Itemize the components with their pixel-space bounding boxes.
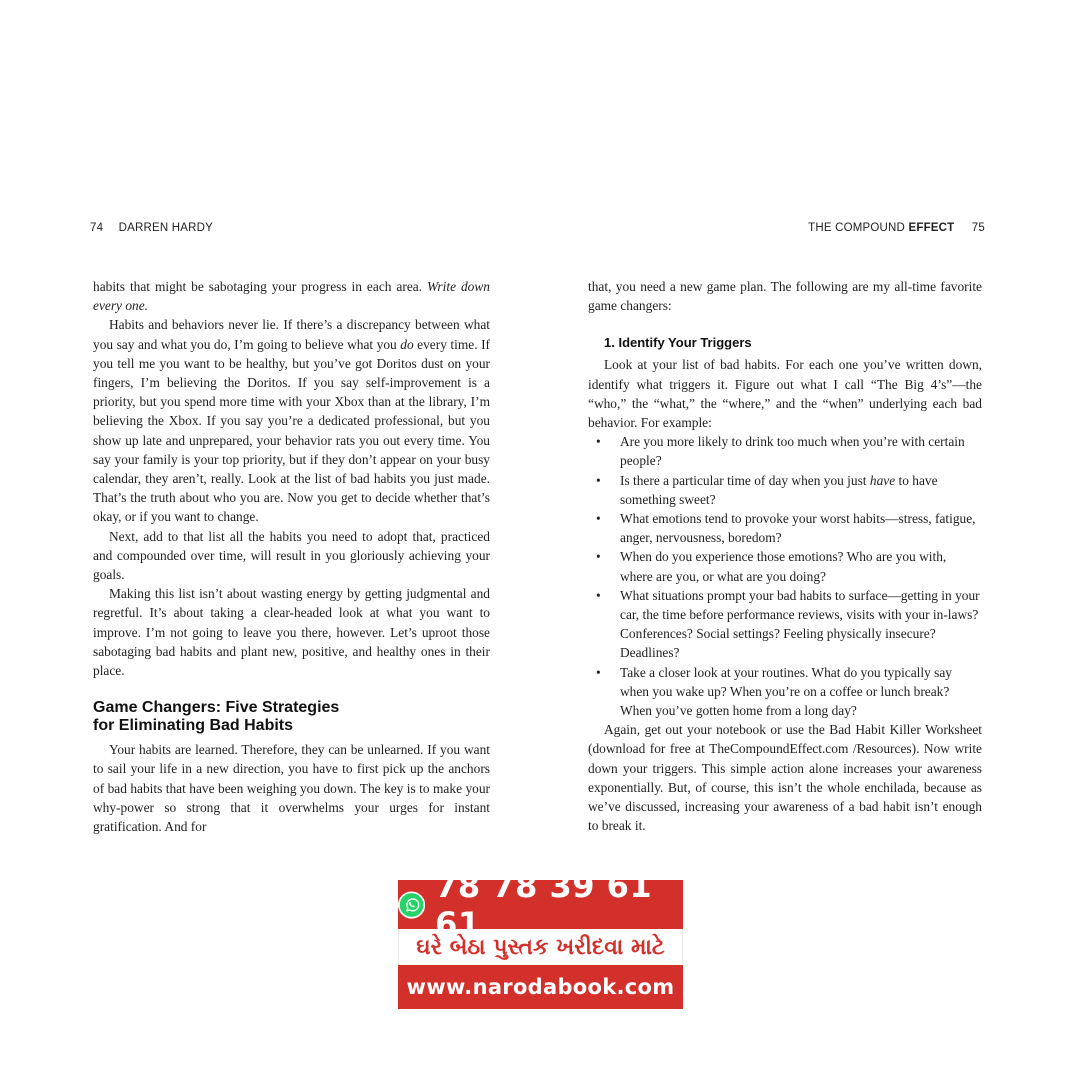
bullet-icon: •	[596, 664, 601, 680]
paragraph-text: Habits and behaviors never lie. If there’s a discrepancy between what you say and what you do, I’m going to believe what you	[93, 317, 490, 352]
bullet-icon: •	[596, 472, 601, 488]
subsection-heading: 1. Identify Your Triggers	[604, 335, 752, 351]
emphasis-text: do	[400, 336, 414, 352]
bullet-icon: •	[596, 549, 601, 565]
list-item-text: When do you experience those emotions? Who are you with, where are you, or what are you doing?	[620, 549, 947, 584]
paragraph	[93, 277, 490, 315]
bullet-icon: •	[596, 434, 601, 450]
emphasis-text: Write down every one.	[93, 279, 490, 314]
list-item-text: Take a closer look at your routines. What do you typically say when you wake up? When you’re on a coffee or lunch break? When you’ve gotten home from a long day?	[620, 664, 953, 719]
book-title-bold: EFFECT	[908, 222, 955, 234]
paragraph: that, you need a new game plan. The following are my all-time favorite game changers:	[588, 279, 982, 314]
section-heading	[93, 699, 490, 735]
paragraph: Next, add to that list all the habits you need to adopt that, practiced and compounded over time, will result in you gloriously achieving your goals.	[93, 528, 490, 583]
bullet-icon: •	[596, 511, 601, 527]
list-item	[596, 663, 982, 721]
list-item	[596, 547, 982, 585]
left-page-header	[90, 222, 213, 234]
paragraph: Again, get out your notebook or use the Bad Habit Killer Worksheet (download for free at TheCompoundEffect.com /Resources). Now write down your triggers. This simple action alone increases your awareness exponentially. But, of course, this isn’t the whole enchilada, because as we’ve discussed, increasing your awareness of a bad habit isn’t enough to break it.	[588, 722, 982, 834]
list-item-text: What situations prompt your bad habits to surface—getting in your car, the time before performance reviews, visits with your in-laws? Conferences? Social settings? Feeling physically insecure? Deadlines?	[620, 587, 980, 661]
book-title-plain: THE COMPOUND	[808, 222, 909, 234]
list-item-text: Is there a particular time of day when you just	[620, 472, 870, 488]
promo-tagline: ઘરે બેઠા પુસ્તક ખરીદવા માટે	[398, 929, 683, 965]
section-heading-line: Game Changers: Five Strategies	[93, 699, 340, 717]
promo-banner	[398, 866, 683, 1009]
list-item-text: to have something sweet?	[620, 472, 938, 507]
left-page-number: 74	[90, 222, 104, 234]
right-page-header	[808, 222, 985, 234]
author-name: DARREN HARDY	[118, 222, 214, 234]
list-item	[596, 586, 982, 663]
list-item	[596, 471, 982, 509]
list-item-text: Are you more likely to drink too much when you’re with certain people?	[620, 434, 965, 469]
emphasis-text: have	[869, 472, 896, 488]
list-item-text: What emotions tend to provoke your worst habits—stress, fatigue, anger, nervousness, boredom?	[620, 511, 976, 546]
paragraph	[93, 315, 490, 526]
section-heading-line: for Eliminating Bad Habits	[93, 717, 294, 735]
right-page-number: 75	[971, 222, 985, 234]
phone-contact-button[interactable]	[398, 866, 683, 943]
website-link[interactable]: www.narodabook.com	[398, 965, 683, 1009]
right-page-body	[588, 277, 982, 835]
bullet-icon: •	[596, 587, 601, 603]
list-item	[596, 432, 982, 470]
paragraph-text: every time. If you tell me you want to be healthy, but you’ve got Doritos dust on your fingers, I’m believing the Doritos. If you say self-improvement is a priority, but you spend more time with your Xbox than at the library, I’m believing the Xbox. If you say you’re a dedicated professional, but you show up late and unprepared, your behavior rats you out every time. You say your family is your top priority, but if they don’t appear on your busy calendar, they aren’t, really. Look at the list of bad habits you just made. That’s the truth about who you are. Now you get to decide whether that’s okay, or if you want to change.	[93, 336, 490, 525]
left-page-body	[93, 277, 490, 836]
paragraph-text: habits that might be sabotaging your progress in each area.	[93, 279, 428, 294]
bullet-list	[588, 432, 982, 720]
whatsapp-icon	[398, 890, 425, 920]
list-item	[596, 509, 982, 547]
phone-number: 78 78 39 61 61	[435, 866, 653, 943]
paragraph: Your habits are learned. Therefore, they can be unlearned. If you want to sail your life in a new direction, you have to first pick up the anchors of bad habits that have been weighing you down. The key is to make your why-power so strong that it overwhelms your urges for instant gratification. And for	[93, 742, 490, 835]
paragraph: Look at your list of bad habits. For each one you’ve written down, identify what triggers it. Figure out what I call “The Big 4’s”—the “who,” the “what,” the “where,” and the “when” underlying each bad behavior. For example:	[588, 357, 982, 431]
paragraph: Making this list isn’t about wasting energy by getting judgmental and regretful. It’s about taking a clear-headed look at what you want to improve. I’m not going to leave you there, however. Let’s uproot those sabotaging bad habits and plant new, positive, and healthy ones in their place.	[93, 586, 490, 679]
